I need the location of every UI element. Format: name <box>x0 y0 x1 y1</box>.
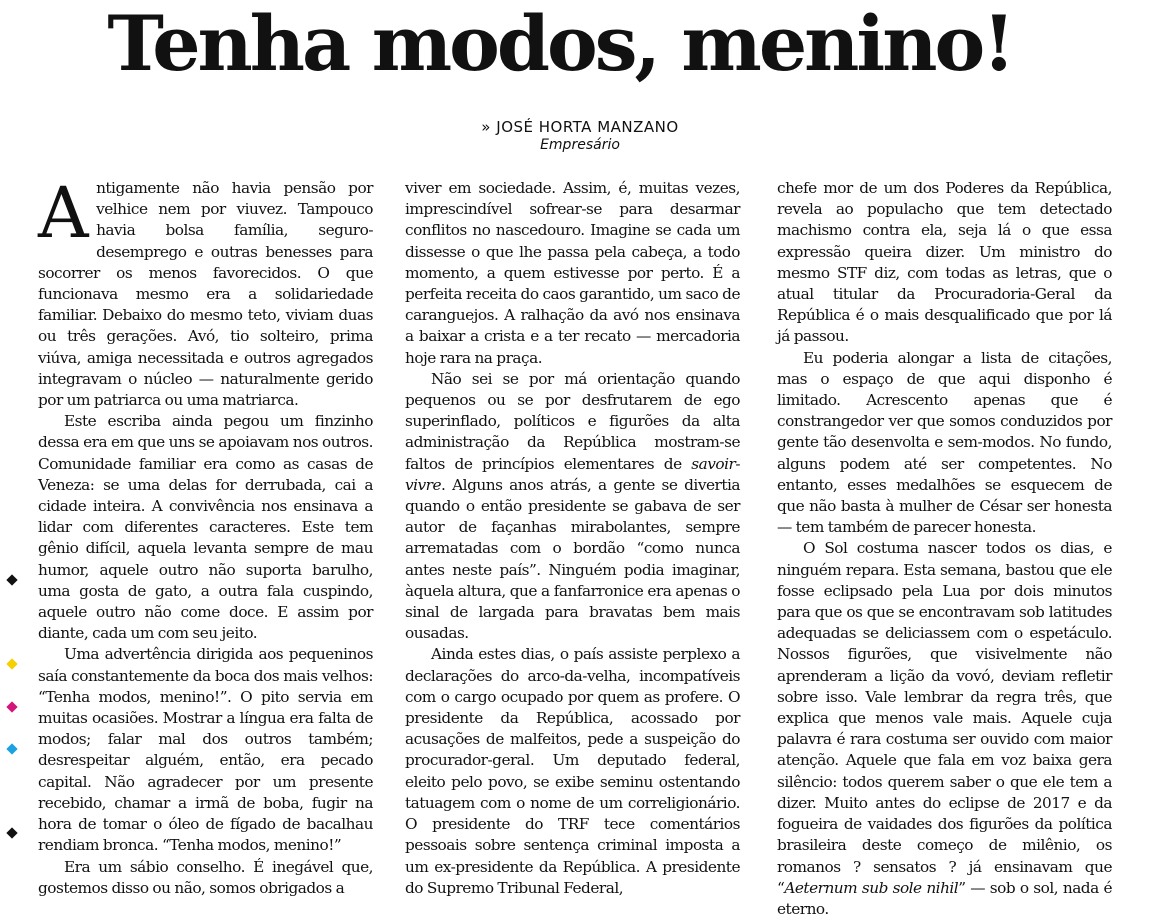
article-column-3 <box>777 178 1112 918</box>
paragraph-8-italic: Aeternum sub sole nihil <box>784 878 959 897</box>
paragraph-1 <box>38 172 373 411</box>
article-column-1 <box>38 172 373 897</box>
registration-mark-magenta <box>6 701 17 712</box>
paragraph-2: Este escriba ainda pegou um finzinho dessa era em que uns se apoiavam nos outros. Comunidade familiar era como as casas de Veneza: se uma delas for derrubada, cai a cidade inteira. A convivência nos ensinava a lidar com diferentes caracteres. Este tem gênio difícil, aquela levanta sempre de mau humor, aquele outro não suporta barulho, uma gosta de gato, a outra fala cuspindo, aquele outro não come doce. E assim por diante, cada um com seu jeito. <box>38 412 373 643</box>
paragraph-5-text-a: Não sei se por má orientação quando pequenos ou se por desfrutarem de ego superinflado, políticos e figurões da alta administração da República mostram-se faltos de princípios elementares de <box>405 369 740 473</box>
paragraph-1-text: ntigamente não havia pensão por velhice nem por viuvez. Tampouco havia bolsa família, seguro-desemprego e outras benesses para socorrer os menos favorecidos. O que funcionava mesmo era a solidariedade familiar. Debaixo do mesmo teto, viviam duas ou três gerações. Avó, tio solteiro, prima viúva, amiga necessitada e outros agregados integravam o núcleo — naturalmente gerido por um patriarca ou uma matriarca. <box>38 179 373 410</box>
byline <box>0 118 1160 136</box>
drop-cap: A <box>38 172 89 254</box>
paragraph-8-text-a: O Sol costuma nascer todos os dias, e ninguém repara. Esta semana, bastou que ele fosse eclipsado pela Lua por dois minutos para que os que se encontravam sob latitudes adequadas se deliciassem com o espetáculo. Nossos figurões, que visivelmente não aprenderam a lição da vovó, deviam refletir sobre isso. Vale lembrar da regra três, que explica que menos vale mais. Aquele cuja palavra é rara costuma ser ouvido com maior atenção. Aquele que fala em voz baixa gera silêncio: todos querem saber o que ele tem a dizer. Muito antes do eclipse de 2017 e da fogueira de vaidades dos figurões da política brasileira deste começo de milênio, os romanos ? sensatos ? já ensinavam que “ <box>777 539 1112 897</box>
paragraph-3: Uma advertência dirigida aos pequeninos saía constantemente da boca dos mais velhos: “Tenha modos, menino!”. O pito servia em muitas ocasiões. Mostrar a língua era falta de modos; falar mal dos outros também; desrespeitar alguém, então, era pecado capital. Não agradecer por um presente recebido, chamar a irmã de boba, fugir na hora de tomar o óleo de fígado de bacalhau rendiam bronca. “Tenha modos, menino!” <box>38 645 373 855</box>
byline-chevron: » <box>481 118 491 136</box>
paragraph-4-cont: viver em sociedade. Assim, é, muitas vezes, imprescindível sofrear-se para desarmar conflitos no nascedouro. Imagine se cada um dissesse o que lhe passa pela cabeça, a todo momento, a quem estivesse por perto. É a perfeita receita do caos garantido, um saco de caranguejos. A ralhação da avó nos ensinava a baixar a crista e a ter recato — mercadoria hoje rara na praça. <box>405 179 740 367</box>
author-name: JOSÉ HORTA MANZANO <box>496 118 679 136</box>
registration-mark-yellow <box>6 658 17 669</box>
paragraph-7: Eu poderia alongar a lista de citações, mas o espaço de que aqui disponho é limitado. Acrescento apenas que é constrangedor ver que somos conduzidos por gente tão desenvolta e sem-modos. No fundo, alguns podem até ser competentes. No entanto, esses medalhões se esquecem de que não basta à mulher de César ser honesta — tem também de parecer honesta. <box>777 348 1112 537</box>
registration-mark-black-top <box>6 574 17 585</box>
paragraph-8-text-b: ” — sob o sol, nada é eterno. <box>777 878 1112 918</box>
paragraph-5-text-b: . Alguns anos atrás, a gente se divertia quando o então presidente se gabava de ser autor de façanhas mirabolantes, sempre arrematadas com o bordão “como nunca antes neste país”. Ninguém podia imaginar, àquela altura, que a fanfarronice era apenas o sinal de largada para bravatas bem mais ousadas. <box>405 475 740 643</box>
paragraph-8 <box>777 538 1112 920</box>
headline: Tenha modos, menino! <box>107 0 1013 88</box>
article-column-2 <box>405 178 740 897</box>
registration-mark-cyan <box>6 743 17 754</box>
paragraph-5 <box>405 369 740 645</box>
paragraph-6-start: Ainda estes dias, o país assiste perplexo a declarações do arco-da-velha, incompatíveis com o cargo ocupado por quem as profere. O presidente da República, acossado por acusações de malfeitos, pede a suspeição do procurador-geral. Um deputado federal, eleito pelo povo, se exibe seminu ostentando tatuagem com o nome de um correligionário. O presidente do TRF tece comentários pessoais sobre sentença criminal imposta a um ex-presidente da República. A presidente do Supremo Tribunal Federal, <box>405 645 740 897</box>
author-role: Empresário <box>540 137 620 153</box>
paragraph-5-italic: savoir-vivre <box>405 454 740 494</box>
paragraph-6-cont: chefe mor de um dos Poderes da República, revela ao populacho que tem detectado machismo contra ela, seja lá o que essa expressão queira dizer. Um ministro do mesmo STF diz, com todas as letras, que o atual titular da Procuradoria-Geral da República é o mais desqualificado que por lá já passou. <box>777 179 1112 346</box>
paragraph-4-start: Era um sábio conselho. É inegável que, gostemos disso ou não, somos obrigados a <box>38 857 373 897</box>
registration-mark-black-bottom <box>6 827 17 838</box>
